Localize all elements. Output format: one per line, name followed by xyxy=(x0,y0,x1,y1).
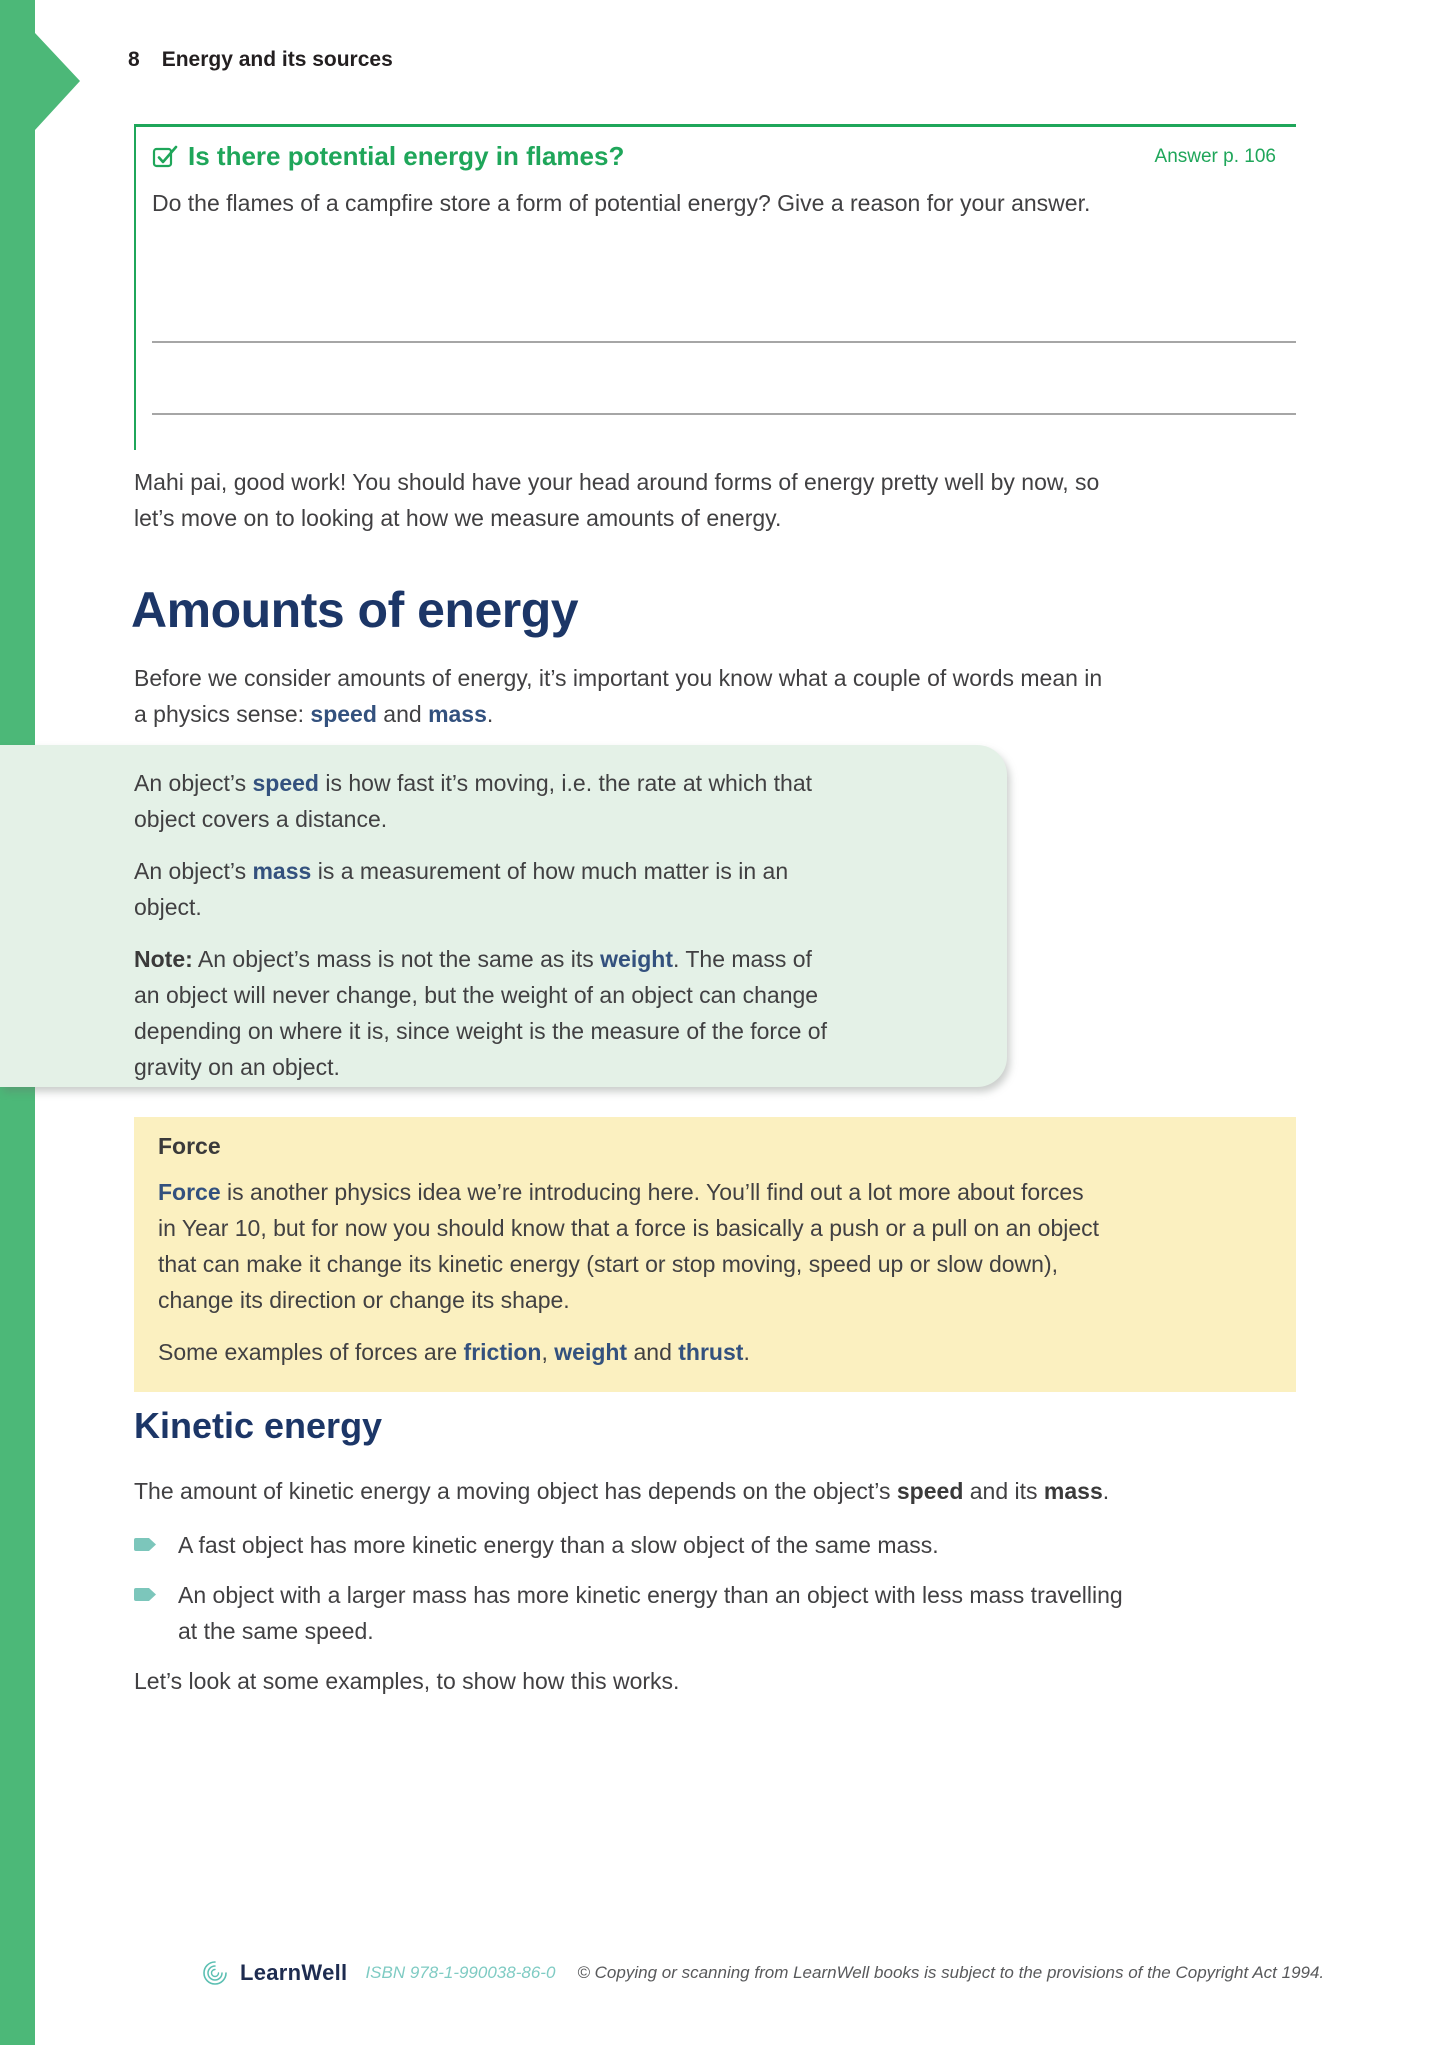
bullet-text: A fast object has more kinetic energy than a slow object of the same mass. xyxy=(178,1532,939,1558)
page-header xyxy=(128,48,393,72)
bullet-item xyxy=(134,1527,1330,1563)
amounts-heading: Amounts of energy xyxy=(131,582,579,638)
kinetic-lead: The amount of kinetic energy a moving object has depends on the object’s speed and its mass. xyxy=(134,1478,1110,1504)
learnwell-logo-icon xyxy=(202,1960,228,1986)
kinetic-section xyxy=(134,1405,1330,1699)
page-header-title: Energy and its sources xyxy=(161,48,393,71)
answer-line-input[interactable] xyxy=(152,341,1296,343)
force-title: Force xyxy=(158,1133,221,1159)
answer-line-input[interactable] xyxy=(152,413,1296,415)
bullet-arrow-icon xyxy=(134,1538,156,1551)
bullet-item xyxy=(134,1577,1330,1649)
question-prompt: Do the flames of a campfire store a form of potential energy? Give a reason for your answer. xyxy=(152,190,1091,216)
force-paragraph: Force is another physics idea we’re introducing here. You’ll find out a lot more about forces in Year 10, but for now you should know that a force is basically a push or a pull on an object that can make it change its kinetic energy (start or stop moving, speed up or slow down), change its direction or change its shape. xyxy=(158,1179,1100,1313)
definition-note: Note: An object’s mass is not the same as its weight. The mass of an object will never change, but the weight of an object can change depending on where it is, since weight is the measure of the force of gravity on an object. xyxy=(134,946,827,1080)
checkbox-check-icon xyxy=(152,143,179,170)
copyright-text: © Copying or scanning from LearnWell books is subject to the provisions of the Copyright Act 1994. xyxy=(577,1963,1325,1982)
answer-page-link[interactable]: Answer p. 106 xyxy=(1154,145,1276,167)
lead-paragraph: Before we consider amounts of energy, it’s important you know what a couple of words mean in a physics sense: speed and mass. xyxy=(134,665,1103,727)
brand-name: LearnWell xyxy=(240,1960,348,1985)
definition-speed: An object’s speed is how fast it’s moving, i.e. the rate at which that object covers a distance. xyxy=(134,770,812,832)
force-box xyxy=(134,1117,1296,1392)
sidebar-arrow-icon xyxy=(35,33,81,131)
definition-box xyxy=(0,745,1007,1087)
intro-paragraph: Mahi pai, good work! You should have your head around forms of energy pretty well by now, so let’s move on to looking at how we measure amounts of energy. xyxy=(134,469,1100,531)
question-title-row xyxy=(152,141,1276,172)
definition-mass: An object’s mass is a measurement of how much matter is in an object. xyxy=(134,858,789,920)
kinetic-heading: Kinetic energy xyxy=(134,1405,383,1446)
page-number: 8 xyxy=(128,48,140,71)
bullet-arrow-icon xyxy=(134,1588,156,1601)
closing-paragraph: Let’s look at some examples, to show how this works. xyxy=(134,1668,680,1694)
bullet-text: An object with a larger mass has more kinetic energy than an object with less mass travelling at the same speed. xyxy=(178,1582,1123,1644)
question-box xyxy=(134,124,1296,450)
isbn-text: ISBN 978-1-990038-86-0 xyxy=(365,1963,556,1982)
question-title: Is there potential energy in flames? xyxy=(188,141,625,171)
force-examples: Some examples of forces are friction, weight and thrust. xyxy=(158,1339,750,1365)
page-footer xyxy=(202,1960,1324,1986)
